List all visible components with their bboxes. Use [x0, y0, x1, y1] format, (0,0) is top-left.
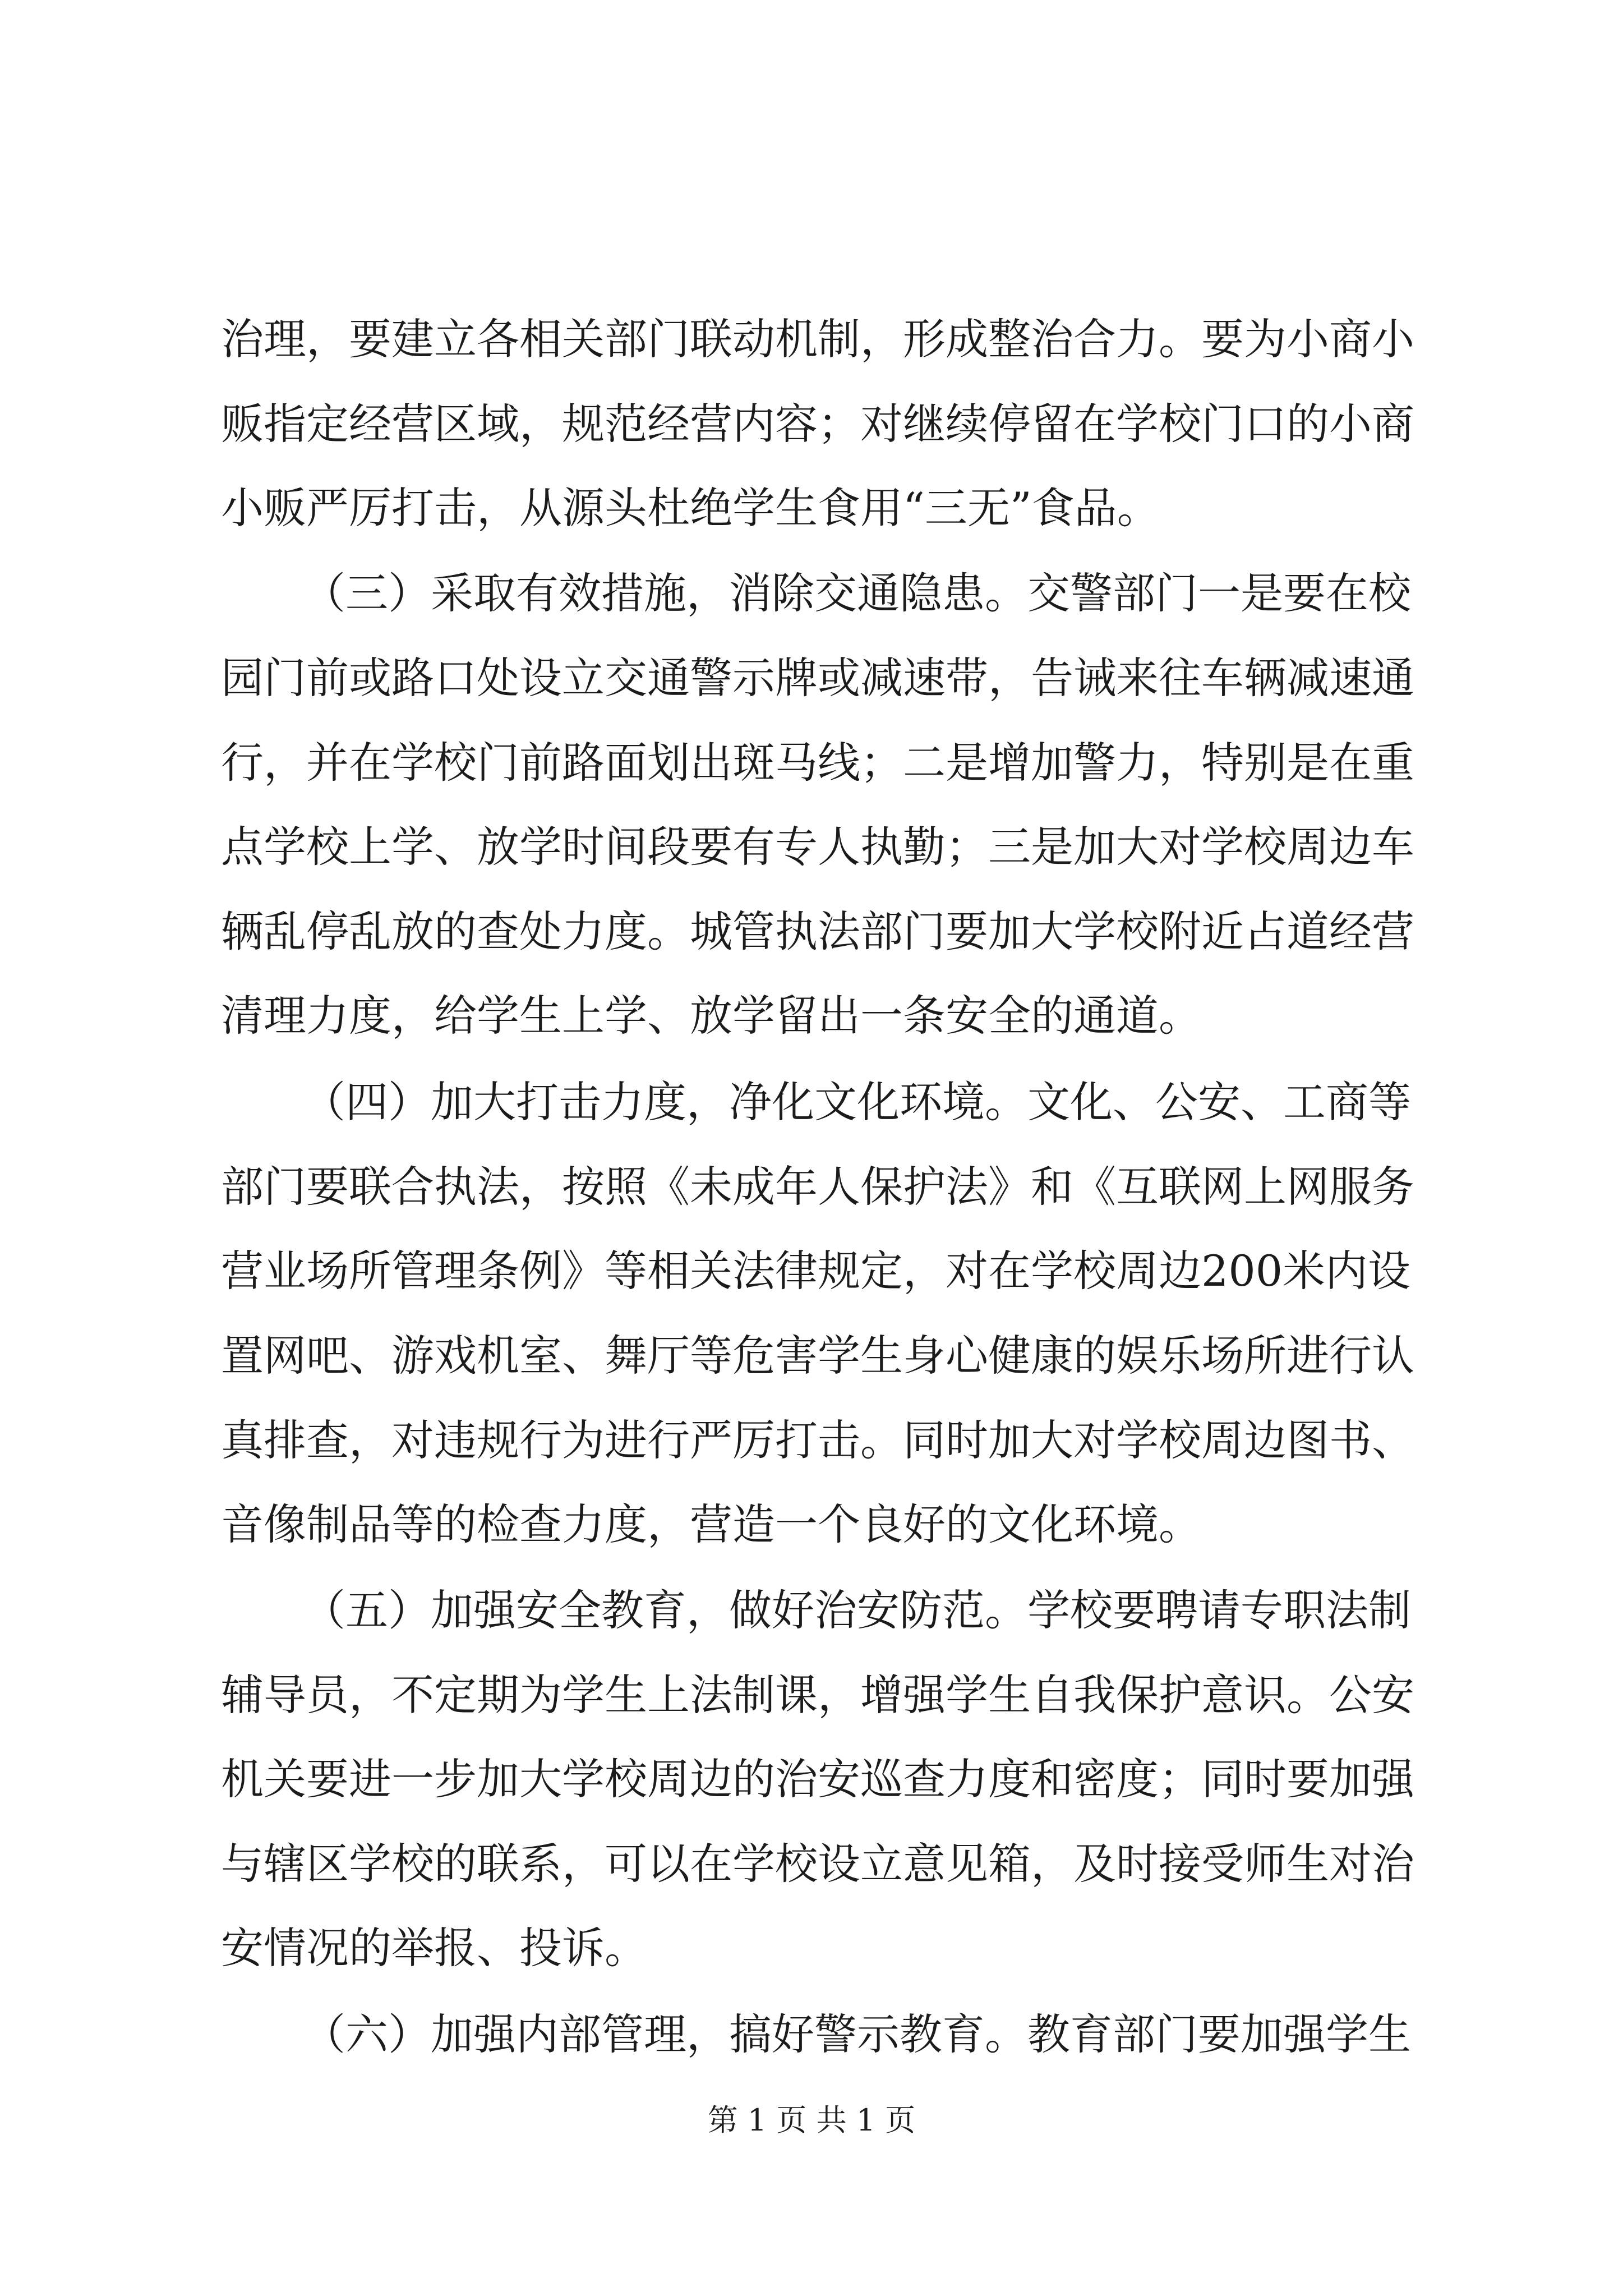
text-line-content: 清理力度，给学生上学、放学留出一条安全的通道。	[221, 991, 1201, 1041]
text-line-content: 辆乱停乱放的查处力度。城管执法部门要加大学校附近占道经营	[221, 907, 1414, 956]
text-line	[0, 1483, 1623, 1567]
text-line-content: 营业场所管理条例》等相关法律规定，对在学校周边200米内设	[221, 1246, 1411, 1296]
text-line	[0, 805, 1623, 889]
text-line	[0, 1653, 1623, 1737]
text-line	[0, 1398, 1623, 1483]
text-line-content: 部门要联合执法，按照《未成年人保护法》和《互联网上网服务	[221, 1162, 1414, 1212]
text-line-content: 与辖区学校的联系，可以在学校设立意见箱，及时接受师生对治	[221, 1839, 1414, 1889]
text-line	[0, 382, 1623, 466]
text-line	[0, 1060, 1623, 1144]
text-line-content: 小贩严厉打击，从源头杜绝学生食用“三无”食品。	[221, 483, 1160, 533]
text-line	[0, 1822, 1623, 1906]
text-line	[0, 974, 1623, 1058]
text-line-content: 辅导员，不定期为学生上法制课，增强学生自我保护意识。公安	[221, 1670, 1414, 1720]
text-line-content: 安情况的举报、投诉。	[221, 1923, 647, 1973]
text-line-content: 贩指定经营区域，规范经营内容；对继续停留在学校门口的小商	[221, 399, 1414, 449]
text-line-content: 机关要进一步加大学校周边的治安巡查力度和密度；同时要加强	[221, 1754, 1414, 1804]
text-line	[0, 297, 1623, 381]
text-line	[0, 551, 1623, 636]
text-line-content: （三）采取有效措施，消除交通隐患。交警部门一是要在校	[303, 568, 1411, 618]
text-line	[0, 1906, 1623, 1990]
text-line	[0, 1145, 1623, 1229]
text-line	[0, 1314, 1623, 1398]
text-line-content: 置网吧、游戏机室、舞厅等危害学生身心健康的娱乐场所进行认	[221, 1331, 1414, 1381]
text-line-content: 行，并在学校门前路面划出斑马线；二是增加警力，特别是在重	[221, 738, 1414, 788]
text-line-content: 音像制品等的检查力度，营造一个良好的文化环境。	[221, 1499, 1201, 1549]
text-line-content: 真排查，对违规行为进行严厉打击。同时加大对学校周边图书、	[221, 1415, 1414, 1465]
text-line	[0, 636, 1623, 720]
text-line-content: 治理，要建立各相关部门联动机制，形成整治合力。要为小商小	[221, 314, 1414, 364]
text-line-content: （五）加强安全教育，做好治安防范。学校要聘请专职法制	[303, 1585, 1411, 1635]
text-line-content: 园门前或路口处设立交通警示牌或减速带，告诫来往车辆减速通	[221, 653, 1414, 703]
text-line-content: （四）加大打击力度，净化文化环境。文化、公安、工商等	[303, 1077, 1411, 1127]
text-line	[0, 1568, 1623, 1653]
page-footer: 第 1 页 共 1 页	[707, 2102, 916, 2138]
text-line-content: （六）加强内部管理，搞好警示教育。教育部门要加强学生	[303, 2009, 1411, 2059]
text-line	[0, 466, 1623, 550]
text-line	[0, 890, 1623, 974]
text-line	[0, 1229, 1623, 1313]
text-line-content: 点学校上学、放学时间段要有专人执勤；三是加大对学校周边车	[221, 822, 1414, 872]
text-line	[0, 721, 1623, 805]
text-line	[0, 1737, 1623, 1821]
text-line	[0, 1993, 1623, 2077]
